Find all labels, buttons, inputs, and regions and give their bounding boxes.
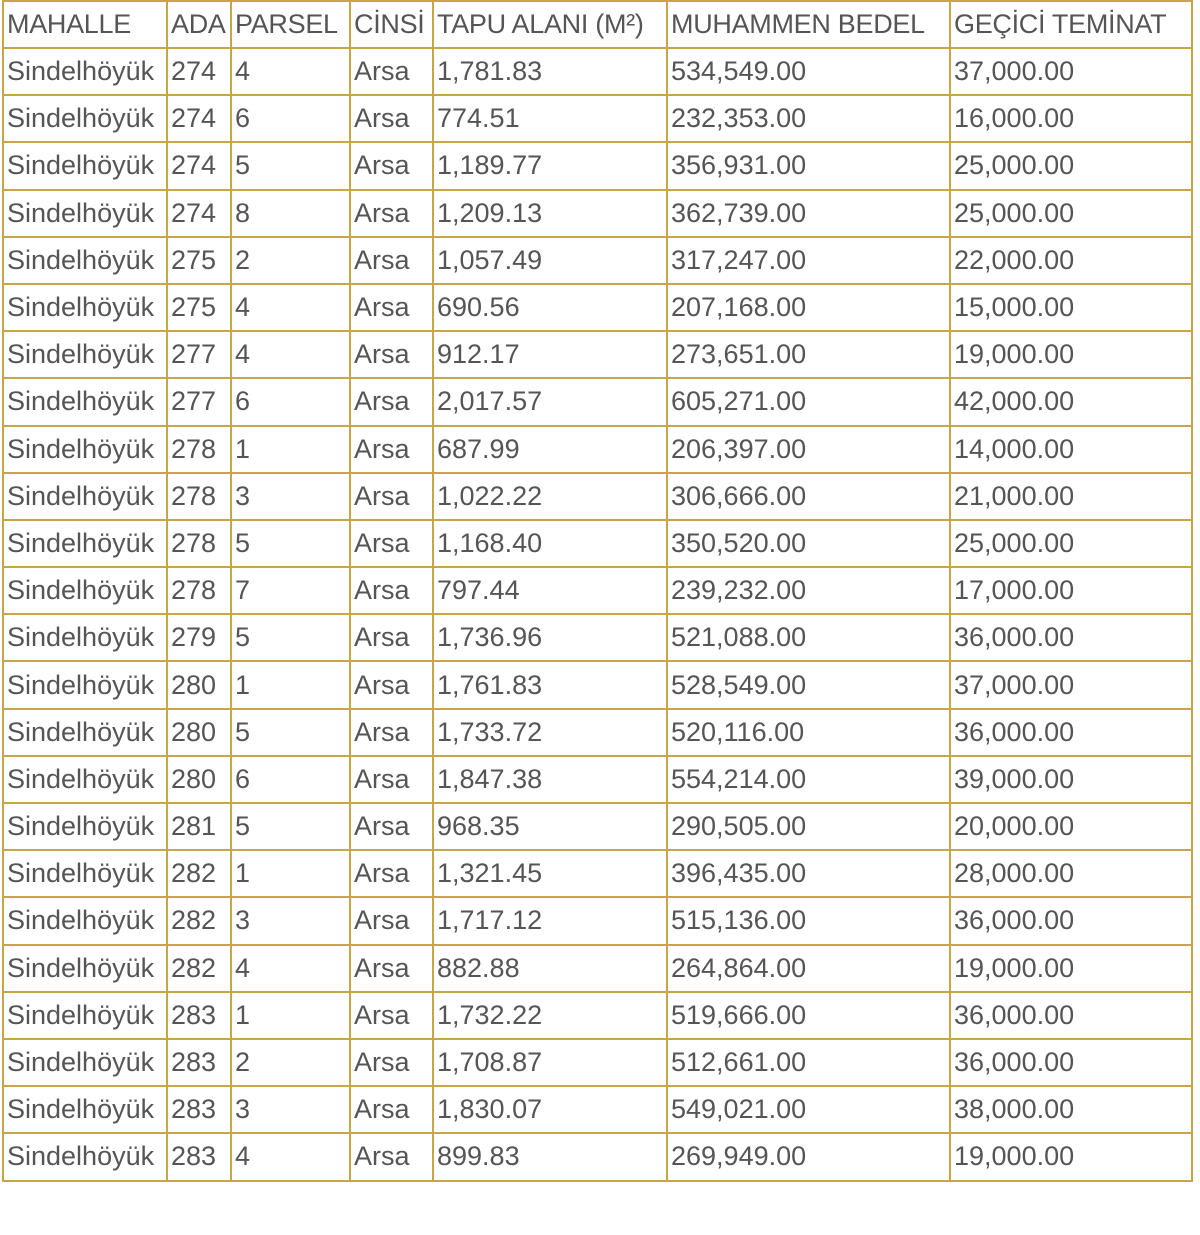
cell-tapu-alani: 882.88 — [433, 945, 667, 992]
cell-gecici-teminat: 37,000.00 — [950, 661, 1192, 708]
cell-parsel: 1 — [231, 426, 350, 473]
cell-muhammen-bedel: 605,271.00 — [667, 378, 950, 425]
cell-mahalle: Sindelhöyük — [3, 142, 167, 189]
cell-gecici-teminat: 25,000.00 — [950, 190, 1192, 237]
cell-parsel: 4 — [231, 1133, 350, 1180]
table-row — [3, 897, 1192, 944]
cell-parsel: 8 — [231, 190, 350, 237]
cell-tapu-alani: 797.44 — [433, 567, 667, 614]
cell-ada: 280 — [167, 709, 231, 756]
cell-tapu-alani: 687.99 — [433, 426, 667, 473]
cell-muhammen-bedel: 290,505.00 — [667, 803, 950, 850]
cell-mahalle: Sindelhöyük — [3, 331, 167, 378]
cell-ada: 277 — [167, 378, 231, 425]
cell-ada: 283 — [167, 1086, 231, 1133]
cell-gecici-teminat: 19,000.00 — [950, 945, 1192, 992]
table-row — [3, 473, 1192, 520]
table-row — [3, 709, 1192, 756]
cell-cinsi: Arsa — [350, 426, 433, 473]
cell-ada: 277 — [167, 331, 231, 378]
cell-mahalle: Sindelhöyük — [3, 48, 167, 95]
parcel-table — [2, 0, 1193, 1182]
cell-cinsi: Arsa — [350, 190, 433, 237]
cell-ada: 278 — [167, 520, 231, 567]
table-row — [3, 331, 1192, 378]
cell-tapu-alani: 2,017.57 — [433, 378, 667, 425]
cell-parsel: 5 — [231, 614, 350, 661]
cell-ada: 282 — [167, 897, 231, 944]
cell-tapu-alani: 1,781.83 — [433, 48, 667, 95]
cell-parsel: 1 — [231, 850, 350, 897]
cell-parsel: 5 — [231, 709, 350, 756]
cell-gecici-teminat: 28,000.00 — [950, 850, 1192, 897]
header-cinsi: CİNSİ — [350, 1, 433, 48]
cell-muhammen-bedel: 207,168.00 — [667, 284, 950, 331]
header-muhammen-bedel: MUHAMMEN BEDEL — [667, 1, 950, 48]
cell-cinsi: Arsa — [350, 661, 433, 708]
cell-tapu-alani: 690.56 — [433, 284, 667, 331]
cell-cinsi: Arsa — [350, 850, 433, 897]
cell-parsel: 3 — [231, 473, 350, 520]
cell-ada: 283 — [167, 992, 231, 1039]
cell-parsel: 6 — [231, 756, 350, 803]
cell-muhammen-bedel: 239,232.00 — [667, 567, 950, 614]
table-row — [3, 520, 1192, 567]
cell-tapu-alani: 1,057.49 — [433, 237, 667, 284]
cell-cinsi: Arsa — [350, 48, 433, 95]
cell-parsel: 2 — [231, 237, 350, 284]
cell-cinsi: Arsa — [350, 520, 433, 567]
cell-mahalle: Sindelhöyük — [3, 190, 167, 237]
header-gecici-teminat: GEÇİCİ TEMİNAT — [950, 1, 1192, 48]
cell-parsel: 5 — [231, 142, 350, 189]
cell-ada: 274 — [167, 142, 231, 189]
table-row — [3, 237, 1192, 284]
cell-parsel: 3 — [231, 897, 350, 944]
cell-parsel: 1 — [231, 661, 350, 708]
cell-gecici-teminat: 17,000.00 — [950, 567, 1192, 614]
cell-mahalle: Sindelhöyük — [3, 1039, 167, 1086]
cell-tapu-alani: 1,736.96 — [433, 614, 667, 661]
cell-gecici-teminat: 25,000.00 — [950, 520, 1192, 567]
cell-cinsi: Arsa — [350, 237, 433, 284]
cell-tapu-alani: 1,717.12 — [433, 897, 667, 944]
cell-mahalle: Sindelhöyük — [3, 614, 167, 661]
cell-mahalle: Sindelhöyük — [3, 897, 167, 944]
cell-mahalle: Sindelhöyük — [3, 1086, 167, 1133]
cell-mahalle: Sindelhöyük — [3, 945, 167, 992]
cell-ada: 274 — [167, 190, 231, 237]
cell-ada: 282 — [167, 945, 231, 992]
table-row — [3, 426, 1192, 473]
cell-tapu-alani: 1,209.13 — [433, 190, 667, 237]
cell-cinsi: Arsa — [350, 614, 433, 661]
cell-muhammen-bedel: 356,931.00 — [667, 142, 950, 189]
cell-muhammen-bedel: 534,549.00 — [667, 48, 950, 95]
cell-gecici-teminat: 20,000.00 — [950, 803, 1192, 850]
cell-cinsi: Arsa — [350, 709, 433, 756]
cell-mahalle: Sindelhöyük — [3, 756, 167, 803]
table-row — [3, 378, 1192, 425]
cell-cinsi: Arsa — [350, 142, 433, 189]
table-body — [3, 48, 1192, 1181]
table-row — [3, 756, 1192, 803]
cell-mahalle: Sindelhöyük — [3, 95, 167, 142]
cell-tapu-alani: 1,732.22 — [433, 992, 667, 1039]
cell-cinsi: Arsa — [350, 897, 433, 944]
cell-gecici-teminat: 39,000.00 — [950, 756, 1192, 803]
cell-parsel: 6 — [231, 95, 350, 142]
cell-gecici-teminat: 22,000.00 — [950, 237, 1192, 284]
cell-gecici-teminat: 16,000.00 — [950, 95, 1192, 142]
cell-tapu-alani: 912.17 — [433, 331, 667, 378]
header-row — [3, 1, 1192, 48]
table-row — [3, 284, 1192, 331]
cell-muhammen-bedel: 549,021.00 — [667, 1086, 950, 1133]
cell-parsel: 4 — [231, 331, 350, 378]
cell-mahalle: Sindelhöyük — [3, 850, 167, 897]
cell-cinsi: Arsa — [350, 284, 433, 331]
cell-ada: 278 — [167, 426, 231, 473]
cell-cinsi: Arsa — [350, 803, 433, 850]
cell-gecici-teminat: 19,000.00 — [950, 1133, 1192, 1180]
table-row — [3, 850, 1192, 897]
cell-muhammen-bedel: 350,520.00 — [667, 520, 950, 567]
cell-muhammen-bedel: 269,949.00 — [667, 1133, 950, 1180]
cell-muhammen-bedel: 317,247.00 — [667, 237, 950, 284]
cell-tapu-alani: 1,733.72 — [433, 709, 667, 756]
cell-mahalle: Sindelhöyük — [3, 661, 167, 708]
cell-gecici-teminat: 36,000.00 — [950, 1039, 1192, 1086]
table-row — [3, 1133, 1192, 1180]
cell-ada: 275 — [167, 237, 231, 284]
cell-tapu-alani: 1,847.38 — [433, 756, 667, 803]
cell-gecici-teminat: 37,000.00 — [950, 48, 1192, 95]
cell-cinsi: Arsa — [350, 1039, 433, 1086]
cell-ada: 280 — [167, 756, 231, 803]
cell-muhammen-bedel: 232,353.00 — [667, 95, 950, 142]
cell-cinsi: Arsa — [350, 95, 433, 142]
cell-muhammen-bedel: 306,666.00 — [667, 473, 950, 520]
cell-mahalle: Sindelhöyük — [3, 1133, 167, 1180]
cell-tapu-alani: 968.35 — [433, 803, 667, 850]
cell-mahalle: Sindelhöyük — [3, 709, 167, 756]
cell-muhammen-bedel: 554,214.00 — [667, 756, 950, 803]
cell-parsel: 4 — [231, 945, 350, 992]
table-row — [3, 992, 1192, 1039]
cell-gecici-teminat: 15,000.00 — [950, 284, 1192, 331]
cell-tapu-alani: 1,708.87 — [433, 1039, 667, 1086]
table-row — [3, 142, 1192, 189]
table-row — [3, 661, 1192, 708]
table-row — [3, 1039, 1192, 1086]
table-row — [3, 48, 1192, 95]
cell-gecici-teminat: 42,000.00 — [950, 378, 1192, 425]
cell-tapu-alani: 899.83 — [433, 1133, 667, 1180]
cell-parsel: 4 — [231, 284, 350, 331]
cell-ada: 275 — [167, 284, 231, 331]
cell-gecici-teminat: 25,000.00 — [950, 142, 1192, 189]
cell-parsel: 5 — [231, 803, 350, 850]
cell-gecici-teminat: 21,000.00 — [950, 473, 1192, 520]
cell-cinsi: Arsa — [350, 473, 433, 520]
cell-gecici-teminat: 36,000.00 — [950, 709, 1192, 756]
cell-cinsi: Arsa — [350, 331, 433, 378]
cell-tapu-alani: 1,168.40 — [433, 520, 667, 567]
table-row — [3, 567, 1192, 614]
cell-tapu-alani: 774.51 — [433, 95, 667, 142]
cell-mahalle: Sindelhöyük — [3, 992, 167, 1039]
cell-muhammen-bedel: 515,136.00 — [667, 897, 950, 944]
cell-gecici-teminat: 14,000.00 — [950, 426, 1192, 473]
cell-mahalle: Sindelhöyük — [3, 567, 167, 614]
cell-ada: 283 — [167, 1039, 231, 1086]
cell-cinsi: Arsa — [350, 1086, 433, 1133]
header-parsel: PARSEL — [231, 1, 350, 48]
cell-tapu-alani: 1,189.77 — [433, 142, 667, 189]
cell-ada: 281 — [167, 803, 231, 850]
cell-cinsi: Arsa — [350, 1133, 433, 1180]
cell-tapu-alani: 1,022.22 — [433, 473, 667, 520]
cell-muhammen-bedel: 512,661.00 — [667, 1039, 950, 1086]
parcel-table-container — [2, 0, 1193, 1182]
cell-gecici-teminat: 36,000.00 — [950, 897, 1192, 944]
cell-muhammen-bedel: 520,116.00 — [667, 709, 950, 756]
header-ada: ADA — [167, 1, 231, 48]
cell-muhammen-bedel: 519,666.00 — [667, 992, 950, 1039]
cell-parsel: 5 — [231, 520, 350, 567]
cell-ada: 280 — [167, 661, 231, 708]
cell-gecici-teminat: 36,000.00 — [950, 614, 1192, 661]
cell-ada: 274 — [167, 48, 231, 95]
cell-ada: 282 — [167, 850, 231, 897]
cell-parsel: 3 — [231, 1086, 350, 1133]
cell-cinsi: Arsa — [350, 756, 433, 803]
header-tapu-alani: TAPU ALANI (M²) — [433, 1, 667, 48]
cell-parsel: 7 — [231, 567, 350, 614]
cell-tapu-alani: 1,830.07 — [433, 1086, 667, 1133]
cell-muhammen-bedel: 521,088.00 — [667, 614, 950, 661]
cell-muhammen-bedel: 206,397.00 — [667, 426, 950, 473]
header-mahalle: MAHALLE — [3, 1, 167, 48]
table-row — [3, 190, 1192, 237]
cell-gecici-teminat: 36,000.00 — [950, 992, 1192, 1039]
cell-ada: 274 — [167, 95, 231, 142]
cell-mahalle: Sindelhöyük — [3, 284, 167, 331]
cell-tapu-alani: 1,321.45 — [433, 850, 667, 897]
table-header — [3, 1, 1192, 48]
cell-mahalle: Sindelhöyük — [3, 426, 167, 473]
cell-parsel: 1 — [231, 992, 350, 1039]
cell-muhammen-bedel: 362,739.00 — [667, 190, 950, 237]
cell-gecici-teminat: 19,000.00 — [950, 331, 1192, 378]
cell-mahalle: Sindelhöyük — [3, 520, 167, 567]
cell-ada: 283 — [167, 1133, 231, 1180]
cell-ada: 278 — [167, 567, 231, 614]
cell-ada: 279 — [167, 614, 231, 661]
table-row — [3, 945, 1192, 992]
cell-mahalle: Sindelhöyük — [3, 237, 167, 284]
table-row — [3, 1086, 1192, 1133]
cell-cinsi: Arsa — [350, 945, 433, 992]
cell-muhammen-bedel: 273,651.00 — [667, 331, 950, 378]
cell-mahalle: Sindelhöyük — [3, 803, 167, 850]
cell-cinsi: Arsa — [350, 567, 433, 614]
cell-cinsi: Arsa — [350, 992, 433, 1039]
cell-tapu-alani: 1,761.83 — [433, 661, 667, 708]
table-row — [3, 803, 1192, 850]
table-row — [3, 95, 1192, 142]
cell-mahalle: Sindelhöyük — [3, 378, 167, 425]
table-row — [3, 614, 1192, 661]
cell-parsel: 6 — [231, 378, 350, 425]
cell-cinsi: Arsa — [350, 378, 433, 425]
cell-parsel: 4 — [231, 48, 350, 95]
cell-muhammen-bedel: 528,549.00 — [667, 661, 950, 708]
cell-gecici-teminat: 38,000.00 — [950, 1086, 1192, 1133]
cell-mahalle: Sindelhöyük — [3, 473, 167, 520]
cell-muhammen-bedel: 264,864.00 — [667, 945, 950, 992]
cell-parsel: 2 — [231, 1039, 350, 1086]
cell-muhammen-bedel: 396,435.00 — [667, 850, 950, 897]
cell-ada: 278 — [167, 473, 231, 520]
